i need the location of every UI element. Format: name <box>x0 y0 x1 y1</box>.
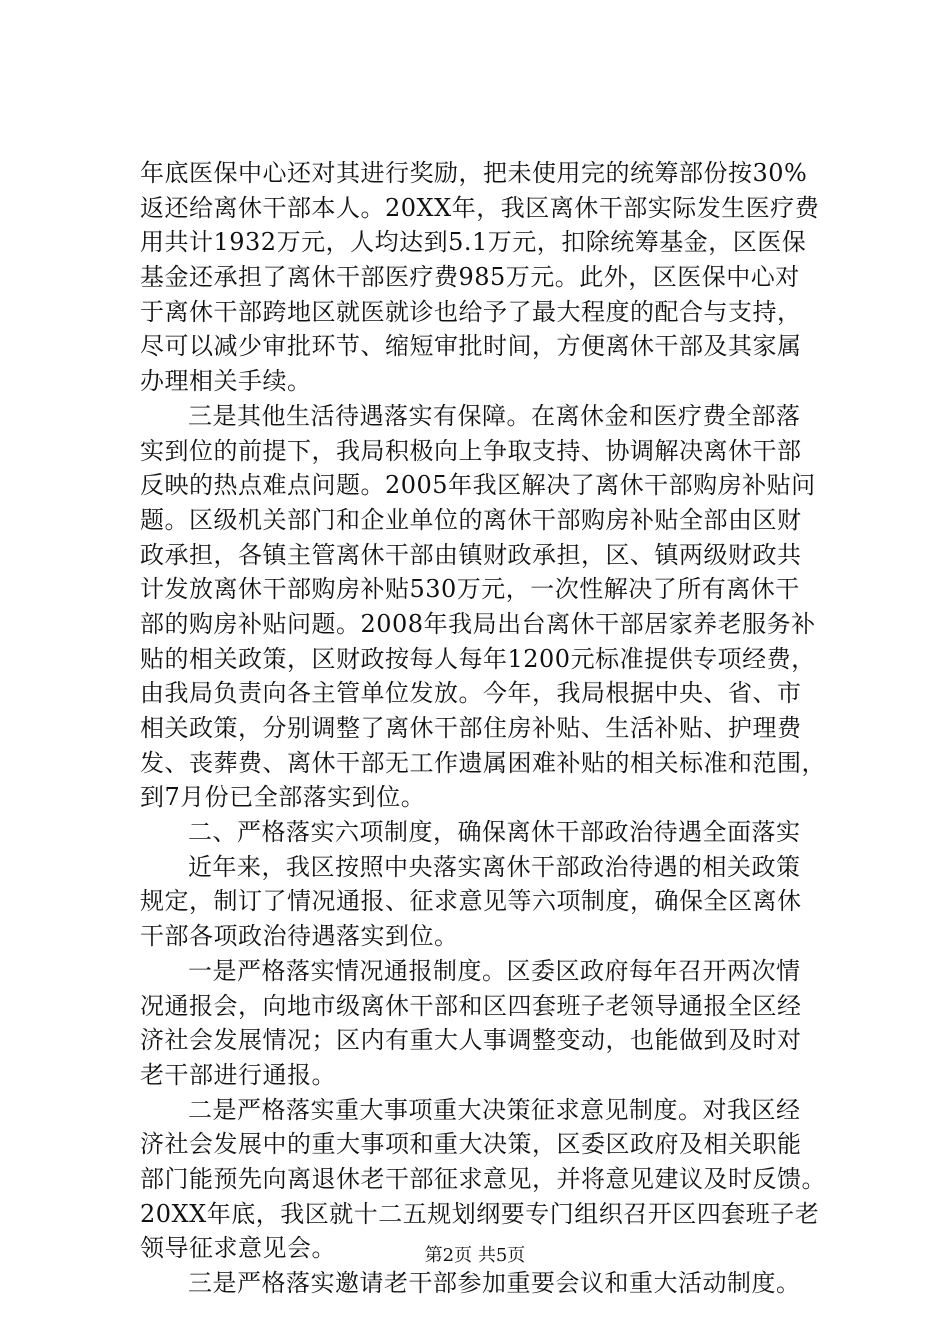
text-line: 政承担，各镇主管离休干部由镇财政承担，区、镇两级财政共 <box>140 540 802 569</box>
text-line: 于离休干部跨地区就医就诊也给予了最大程度的配合与支持， <box>140 297 802 326</box>
paragraph-start-line: 三是其他生活待遇落实有保障。在离休金和医疗费全部落 <box>188 401 801 430</box>
text-line: 年底医保中心还对其进行奖励，把未使用完的统筹部份按30% <box>140 159 808 187</box>
text-line: 用共计1932万元，人均达到5.1万元，扣除统筹基金，区医保 <box>140 228 807 257</box>
page-number-footer: 第2页 共5页 <box>424 1245 526 1266</box>
paragraph-start-line: 三是严格落实邀请老干部参加重要会议和重大活动制度。 <box>188 1269 801 1297</box>
text-line: 由我局负责向各主管单位发放。今年，我局根据中央、省、市 <box>140 679 802 708</box>
text-line: 到7月份已全部落实到位。 <box>140 783 426 812</box>
paragraph-start-line: 二是严格落实重大事项重大决策征求意见制度。对我区经 <box>188 1095 801 1124</box>
text-line: 贴的相关政策，区财政按每人每年1200元标准提供专项经费， <box>140 644 816 673</box>
text-line: 20XX年底，我区就十二五规划纲要专门组织召开区四套班子老 <box>140 1199 820 1228</box>
text-line: 相关政策，分别调整了离休干部住房补贴、生活补贴、护理费 <box>140 714 802 742</box>
text-line: 发、丧葬费、离休干部无工作遗属困难补贴的相关标准和范围， <box>140 748 826 777</box>
text-line: 反映的热点难点问题。2005年我区解决了离休干部购房补贴问 <box>140 471 816 500</box>
paragraph-start-line: 一是严格落实情况通报制度。区委区政府每年召开两次情 <box>188 956 801 985</box>
text-line: 返还给离休干部本人。20XX年，我区离休干部实际发生医疗费 <box>140 193 820 222</box>
text-line: 部门能预先向离退休老干部征求意见，并将意见建议及时反馈。 <box>140 1164 826 1193</box>
text-line: 基金还承担了离休干部医疗费985万元。此外，区医保中心对 <box>140 263 800 292</box>
text-line: 办理相关手续。 <box>140 367 312 396</box>
section-heading: 二、严格落实六项制度，确保离休干部政治待遇全面落实 <box>188 818 801 847</box>
paragraph-start-line: 近年来，我区按照中央落实离休干部政治待遇的相关政策 <box>188 852 801 881</box>
text-line: 济社会发展情况；区内有重大人事调整变动，也能做到及时对 <box>140 1026 802 1055</box>
body-text <box>140 156 840 1301</box>
text-line: 干部各项政治待遇落实到位。 <box>140 922 459 951</box>
text-line: 实到位的前提下，我局积极向上争取支持、协调解决离休干部 <box>140 436 802 465</box>
text-line: 题。区级机关部门和企业单位的离休干部购房补贴全部由区财 <box>140 505 802 534</box>
text-line: 尽可以减少审批环节、缩短审批时间，方便离休干部及其家属 <box>140 332 802 361</box>
text-line: 领导征求意见会。 <box>140 1234 336 1263</box>
text-line: 况通报会，向地市级离休干部和区四套班子老领导通报全区经 <box>140 991 802 1020</box>
text-line: 济社会发展中的重大事项和重大决策，区委区政府及相关职能 <box>140 1130 802 1159</box>
text-line: 部的购房补贴问题。2008年我局出台离休干部居家养老服务补 <box>140 609 816 638</box>
text-line: 规定，制订了情况通报、征求意见等六项制度，确保全区离休 <box>140 887 802 916</box>
text-line: 老干部进行通报。 <box>140 1060 336 1089</box>
text-line: 计发放离休干部购房补贴530万元，一次性解决了所有离休干 <box>140 575 800 604</box>
